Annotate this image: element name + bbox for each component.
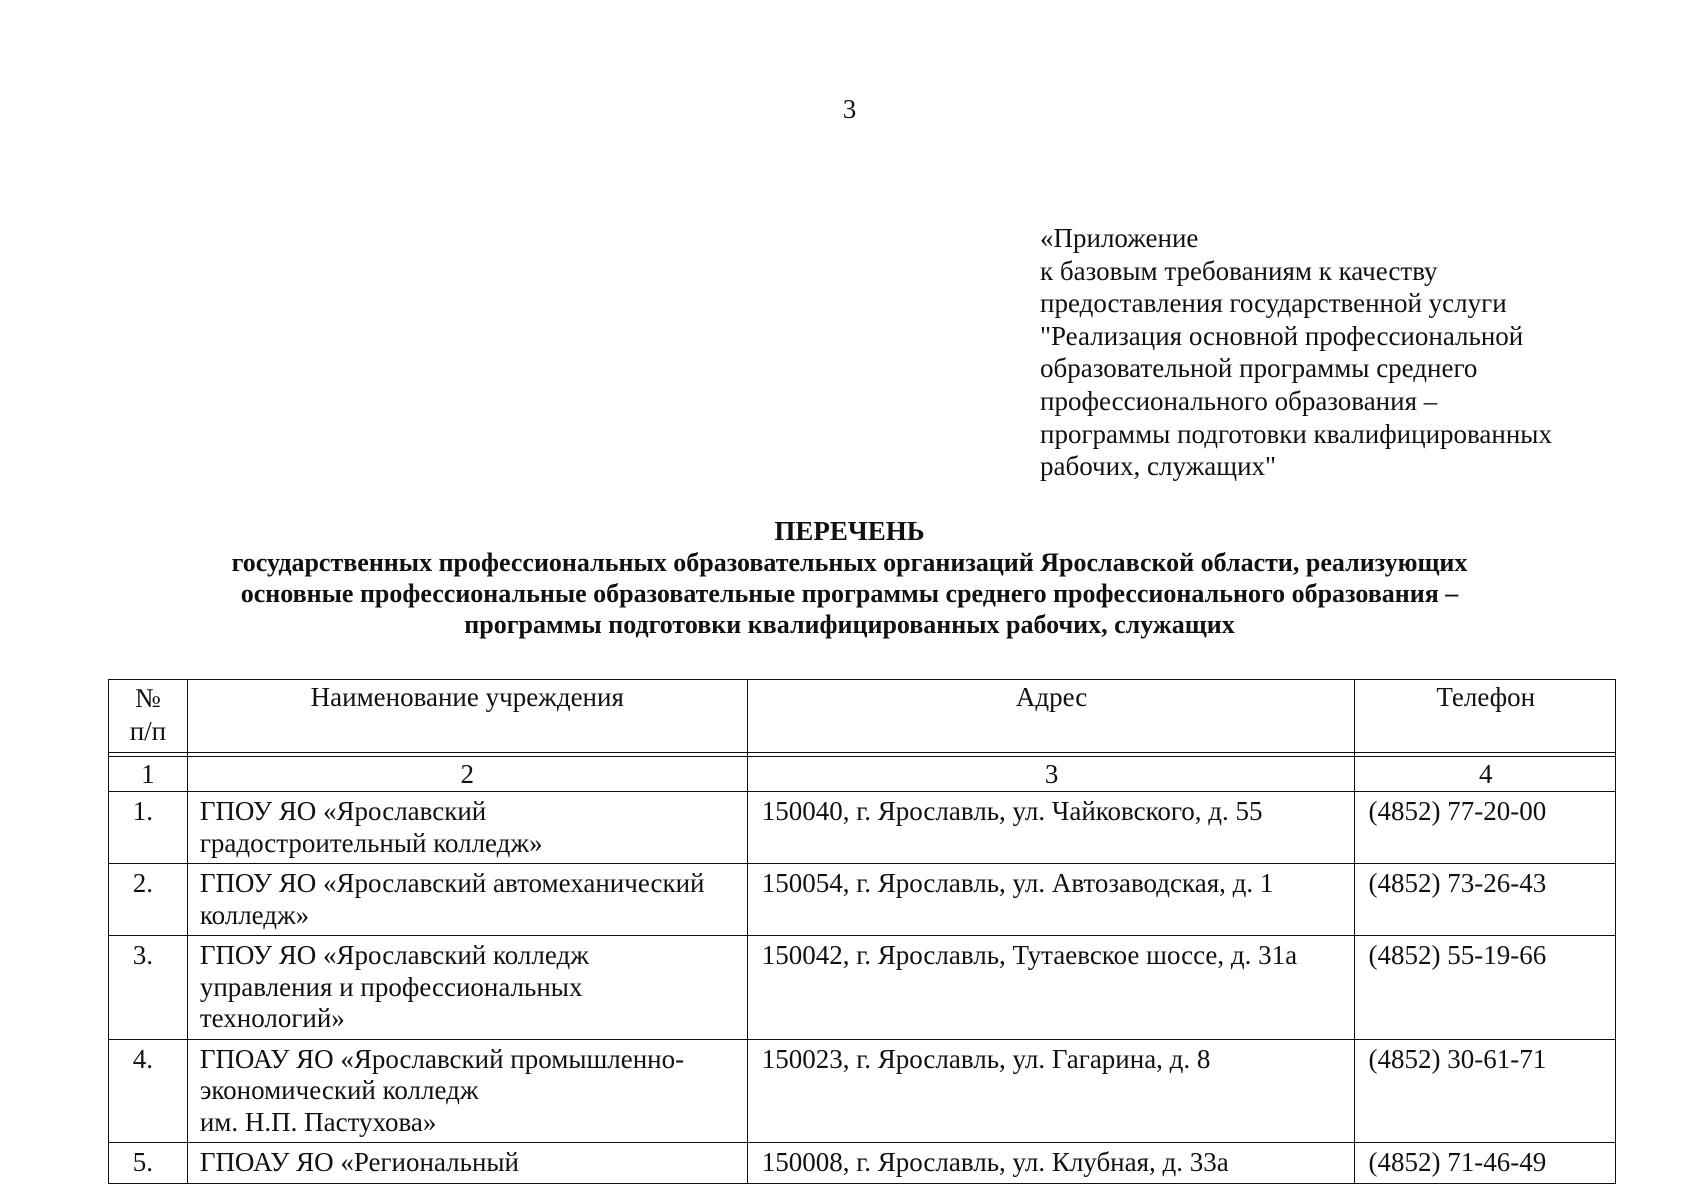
row-address: 150042, г. Ярославль, Тутаевское шоссе, д. 31а [747, 936, 1354, 1040]
row-address: 150054, г. Ярославль, ул. Автозаводская, д. 1 [747, 864, 1354, 936]
row-phone: (4852) 55-19-66 [1354, 936, 1615, 1040]
heading-line: программы подготовки квалифицированных рабочих, служащих [464, 610, 1235, 639]
row-number: 2. [109, 864, 188, 936]
heading-title: ПЕРЕЧЕНЬ [774, 516, 925, 546]
header-num-line: п/п [129, 716, 167, 746]
table-row [109, 864, 1616, 936]
column-number: 2 [187, 757, 747, 792]
column-number: 3 [747, 757, 1354, 792]
appendix-line: предоставления государственной услуги [1040, 288, 1507, 319]
appendix-line: «Приложение [1040, 223, 1199, 253]
heading-line: основные профессиональные образовательные программы среднего профессионального образования – [240, 579, 1459, 608]
row-name-line: экономический колледж [199, 1075, 479, 1105]
row-phone: (4852) 77-20-00 [1354, 792, 1615, 864]
table-row [109, 792, 1616, 864]
row-name [187, 1039, 747, 1143]
row-address: 150023, г. Ярославль, ул. Гагарина, д. 8 [747, 1039, 1354, 1143]
row-name [187, 936, 747, 1040]
appendix-note [1040, 222, 1660, 483]
appendix-line: программы подготовки квалифицированных [1040, 418, 1552, 449]
page-number: 3 [842, 94, 857, 124]
row-number: 5. [109, 1143, 188, 1184]
row-name-line: ГПОАУ ЯО «Региональный [199, 1147, 520, 1177]
row-name-line: ГПОАУ ЯО «Ярославский промышленно- [199, 1043, 685, 1074]
row-name-line: ГПОУ ЯО «Ярославский автомеханический [199, 868, 705, 898]
row-number: 4. [109, 1039, 188, 1143]
row-name-line: управления и профессиональных [199, 971, 583, 1002]
header-address: Адрес [747, 680, 1354, 753]
appendix-line: профессионального образования – [1040, 385, 1438, 416]
header-name: Наименование учреждения [187, 680, 747, 753]
table-row [109, 936, 1616, 1040]
row-name [187, 864, 747, 936]
row-number: 1. [109, 792, 188, 864]
row-address: 150040, г. Ярославль, ул. Чайковского, д. 55 [747, 792, 1354, 864]
table-row [109, 1143, 1616, 1184]
header-phone: Телефон [1354, 680, 1615, 753]
row-name [187, 792, 747, 864]
row-name-line: технологий» [199, 1003, 345, 1033]
row-name-line: колледж» [199, 899, 310, 930]
column-numbers-row [109, 757, 1616, 792]
row-phone: (4852) 30-61-71 [1354, 1039, 1615, 1143]
column-number: 1 [109, 757, 188, 792]
column-number: 4 [1354, 757, 1615, 792]
row-number: 3. [109, 936, 188, 1040]
header-num-line: № [135, 683, 161, 713]
appendix-line: образовательной программы среднего [1040, 353, 1478, 384]
heading-line: государственных профессиональных образовательных организаций Ярославской области, реализующих [231, 548, 1468, 577]
document-heading [0, 516, 1699, 640]
row-name-line: ГПОУ ЯО «Ярославский колледж [199, 940, 589, 970]
header-num [109, 680, 188, 753]
table-row [109, 1039, 1616, 1143]
table-header-row [109, 680, 1616, 753]
organizations-table [108, 679, 1616, 1184]
row-address: 150008, г. Ярославль, ул. Клубная, д. 33а [747, 1143, 1354, 1184]
appendix-line: к базовым требованиям к качеству [1040, 255, 1438, 286]
row-name-line: им. Н.П. Пастухова» [199, 1106, 437, 1137]
row-phone: (4852) 73-26-43 [1354, 864, 1615, 936]
row-phone: (4852) 71-46-49 [1354, 1143, 1615, 1184]
row-name [187, 1143, 747, 1184]
appendix-line: рабочих, служащих" [1040, 451, 1277, 482]
appendix-line: "Реализация основной профессиональной [1040, 320, 1524, 351]
row-name-line: ГПОУ ЯО «Ярославский [199, 796, 487, 826]
row-name-line: градостроительный колледж» [199, 827, 543, 858]
